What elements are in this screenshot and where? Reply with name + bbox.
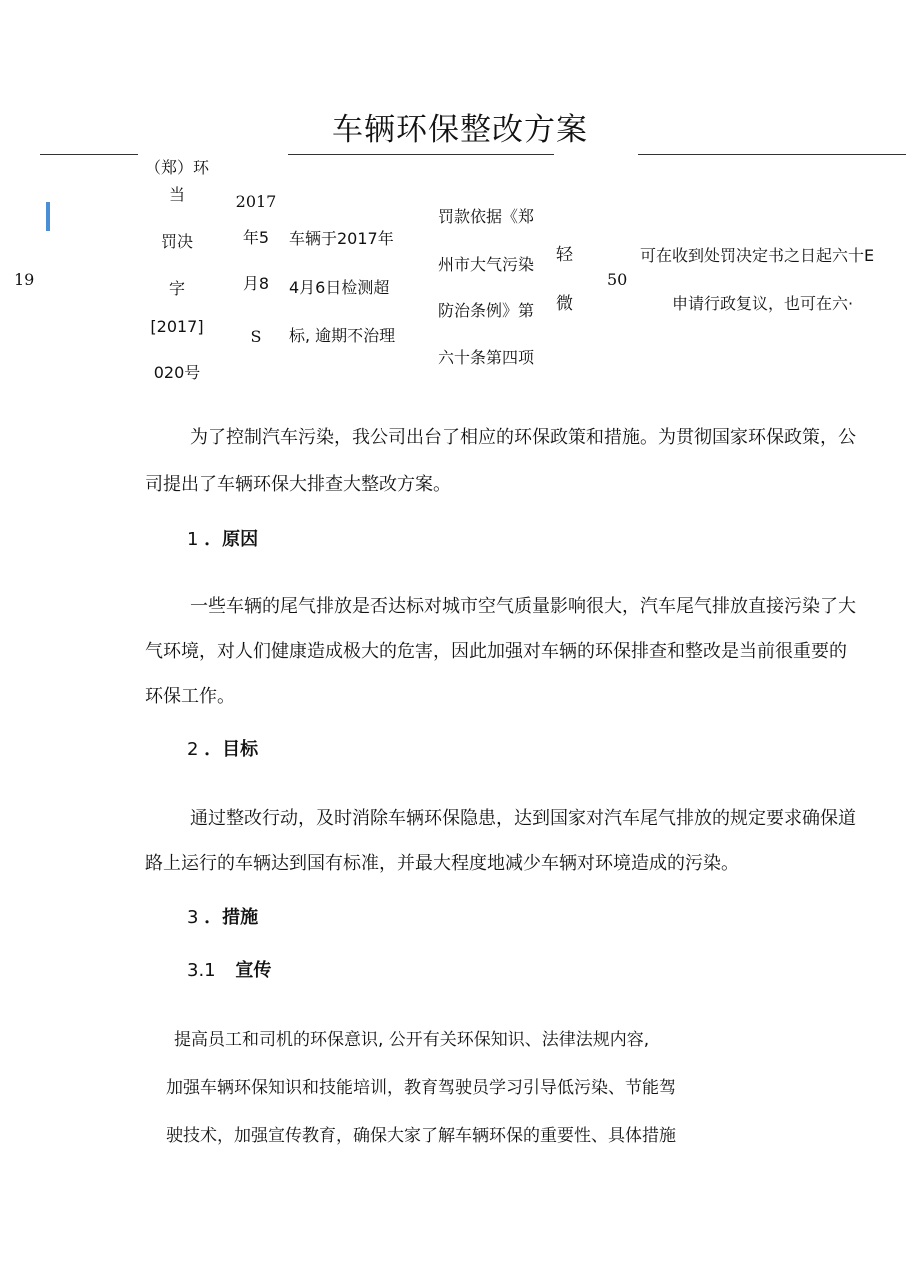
remedy-line: 可在收到处罚决定书之日起六十E	[640, 246, 875, 265]
subsection-line: 提高员工和司机的环保意识, 公开有关环保知识、法律法规内容,	[174, 1030, 650, 1050]
fine-amount: 50	[607, 270, 628, 289]
section-number: 1	[187, 529, 199, 550]
decision-line: 020号	[153, 363, 201, 382]
section-line: 一些车辆的尾气排放是否达标对城市空气质量影响很大，汽车尾气排放直接污染了大	[190, 596, 856, 617]
date-line: S	[250, 327, 262, 346]
severity-line: 微	[556, 294, 573, 314]
section-line: 路上运行的车辆达到国有标准，并最大程度地减少车辆对环境造成的污染。	[145, 853, 739, 874]
basis-line: 州市大气污染	[438, 255, 535, 274]
subsection-title: 宣传	[235, 960, 272, 981]
decision-line: 罚决	[160, 232, 193, 251]
section-title: ．原因	[204, 529, 259, 550]
fact-line: 标, 逾期不治理	[289, 326, 396, 345]
section-line: 气环境，对人们健康造成极大的危害，因此加强对车辆的环保排查和整改是当前很重要的	[145, 641, 847, 662]
rule-right	[638, 154, 906, 155]
fact-line: 4月6日检测超	[289, 278, 390, 297]
basis-line: 罚款依据《郑	[438, 207, 535, 226]
section-line: 环保工作。	[145, 686, 235, 707]
section-title: ．措施	[204, 907, 259, 928]
decision-line: [2017]	[150, 317, 204, 336]
rule-left	[40, 154, 138, 155]
subsection-heading	[187, 958, 271, 984]
section-title: ．目标	[204, 739, 259, 760]
decision-line: （郑）环	[144, 158, 209, 177]
section-heading	[187, 737, 258, 763]
basis-line: 防治条例》第	[438, 301, 535, 320]
rule-middle	[288, 154, 554, 155]
row-index: 19	[14, 270, 35, 289]
date-line: 年5	[242, 228, 270, 247]
section-number: 3	[187, 907, 199, 928]
margin-marker	[46, 202, 50, 231]
fact-line: 车辆于2017年	[289, 229, 394, 248]
decision-line: 当	[168, 185, 185, 204]
severity-line: 轻	[556, 245, 573, 265]
page-title: 车辆环保整改方案	[332, 112, 588, 148]
intro-line: 为了控制汽车污染，我公司出台了相应的环保政策和措施。为贯彻国家环保政策，公	[190, 427, 856, 448]
remedy-line: 申请行政复议，也可在六·	[672, 294, 854, 313]
section-heading	[187, 905, 258, 931]
section-line: 通过整改行动，及时消除车辆环保隐患，达到国家对汽车尾气排放的规定要求确保道	[190, 808, 856, 829]
date-line: 月8	[242, 274, 270, 293]
subsection-line: 驶技术，加强宣传教育，确保大家了解车辆环保的重要性、具体措施	[166, 1126, 676, 1146]
basis-line: 六十条第四项	[438, 348, 535, 367]
subsection-line: 加强车辆环保知识和技能培训，教育驾驶员学习引导低污染、节能驾	[166, 1078, 676, 1098]
subsection-number: 3.1	[187, 960, 216, 981]
intro-line: 司提出了车辆环保大排查大整改方案。	[145, 474, 451, 495]
section-number: 2	[187, 739, 199, 760]
date-line: 2017	[235, 192, 277, 211]
section-heading	[187, 527, 258, 553]
decision-line: 字	[168, 279, 185, 298]
